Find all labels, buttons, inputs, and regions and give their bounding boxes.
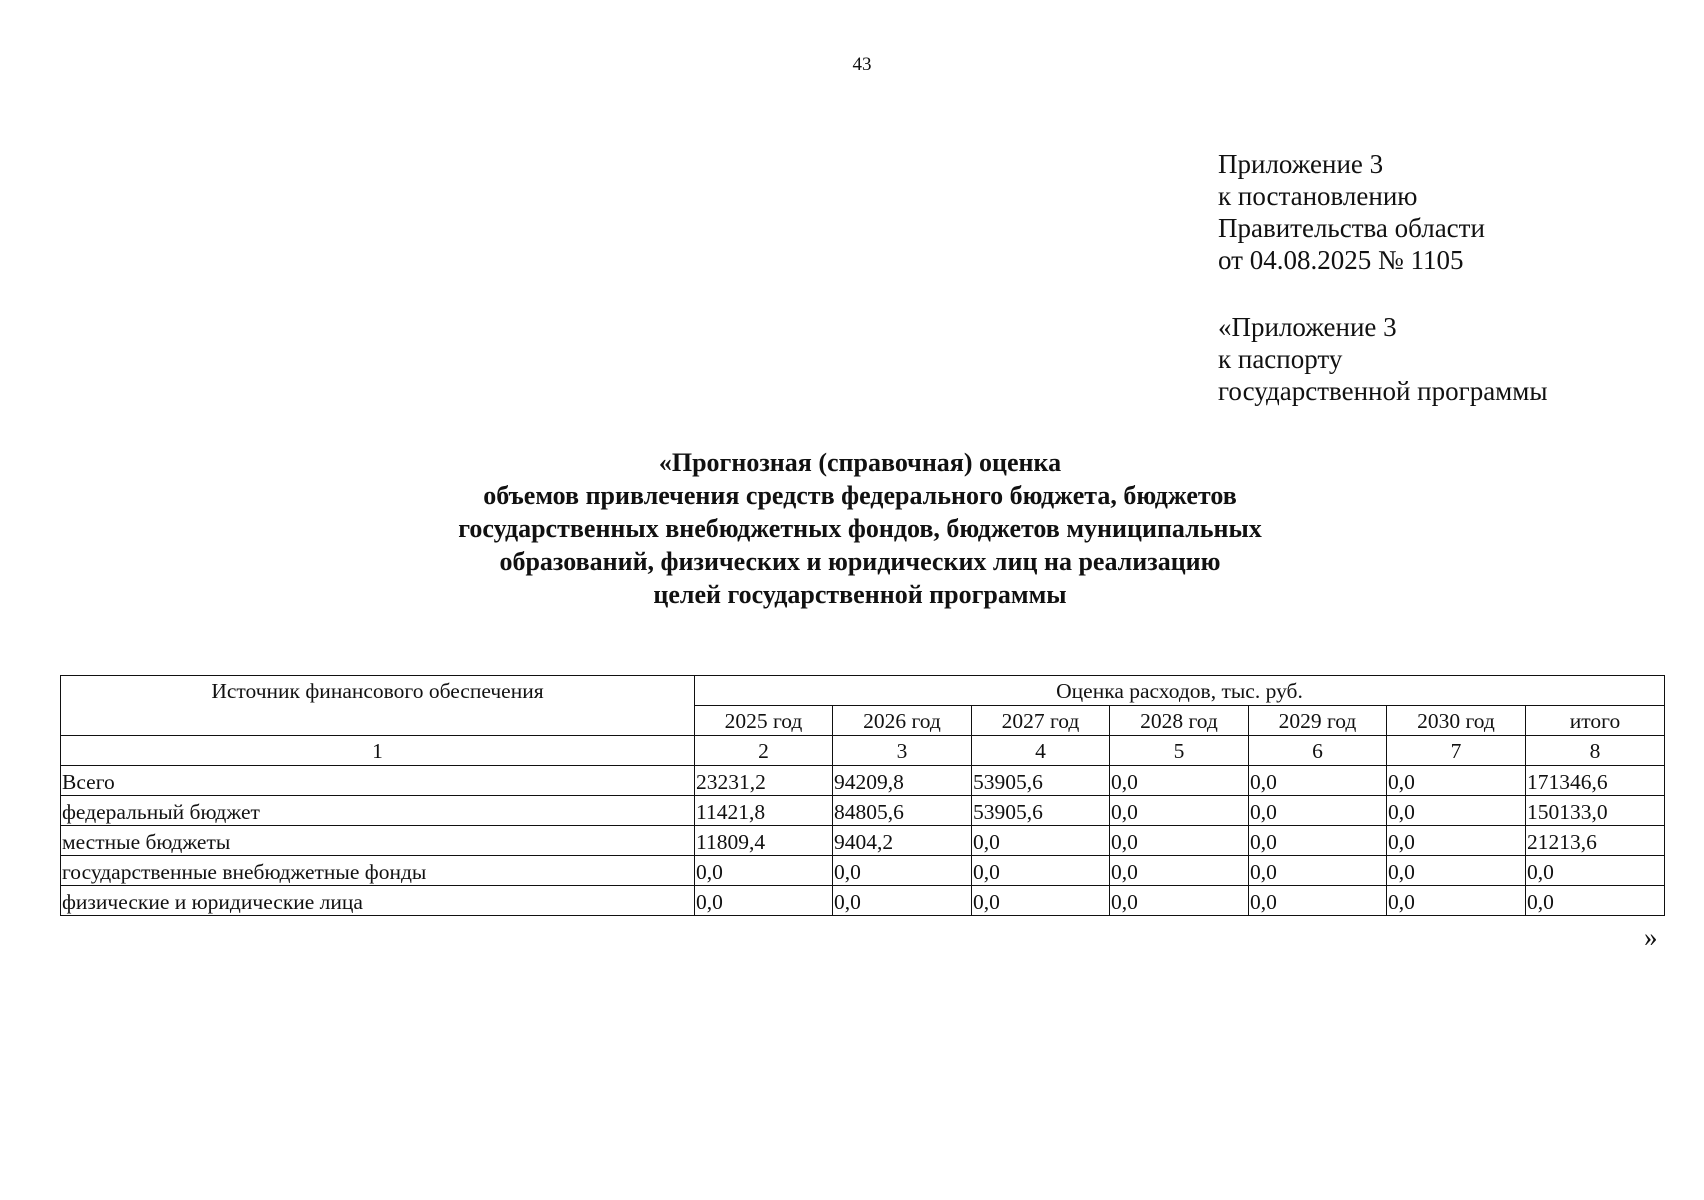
cell-value: 0,0 [972, 826, 1110, 856]
appendix-inner-line: государственной программы [1218, 376, 1548, 406]
cell-value: 84805,6 [833, 796, 972, 826]
column-number: 1 [61, 736, 695, 766]
cell-total: 0,0 [1526, 886, 1665, 916]
cell-value: 0,0 [1249, 826, 1387, 856]
appendix-line: Правительства области [1218, 213, 1485, 243]
column-number: 6 [1249, 736, 1387, 766]
year-header: 2029 год [1249, 706, 1387, 736]
year-header: 2028 год [1110, 706, 1249, 736]
estimate-column-header: Оценка расходов, тыс. руб. [695, 676, 1665, 706]
cell-value: 53905,6 [972, 766, 1110, 796]
column-number: 8 [1526, 736, 1665, 766]
cell-value: 0,0 [695, 856, 833, 886]
total-header: итого [1526, 706, 1665, 736]
cell-value: 0,0 [1110, 766, 1249, 796]
table-row [61, 826, 1665, 856]
cell-value: 0,0 [1249, 796, 1387, 826]
cell-value: 0,0 [972, 886, 1110, 916]
column-number: 3 [833, 736, 972, 766]
title-line: образований, физических и юридических лиц на реализацию [499, 547, 1221, 576]
title-line: объемов привлечения средств федерального бюджета, бюджетов [483, 481, 1237, 510]
table-row [61, 886, 1665, 916]
cell-value: 0,0 [1387, 856, 1526, 886]
row-source: государственные внебюджетные фонды [61, 856, 695, 886]
cell-value: 11809,4 [695, 826, 833, 856]
cell-value: 94209,8 [833, 766, 972, 796]
cell-value: 53905,6 [972, 796, 1110, 826]
column-number: 4 [972, 736, 1110, 766]
appendix-block [1218, 148, 1485, 276]
cell-value: 0,0 [1110, 826, 1249, 856]
appendix-line: к постановлению [1218, 181, 1418, 211]
cell-value: 0,0 [1249, 766, 1387, 796]
appendix-inner-line: к паспорту [1218, 344, 1343, 374]
cell-value: 0,0 [1387, 886, 1526, 916]
row-source: физические и юридические лица [61, 886, 695, 916]
cell-value: 0,0 [972, 856, 1110, 886]
cell-value: 11421,8 [695, 796, 833, 826]
column-number: 5 [1110, 736, 1249, 766]
closing-quote: » [1644, 922, 1658, 952]
cell-total: 150133,0 [1526, 796, 1665, 826]
cell-value: 0,0 [1249, 856, 1387, 886]
cell-total: 171346,6 [1526, 766, 1665, 796]
cell-total: 21213,6 [1526, 826, 1665, 856]
cell-value: 0,0 [1110, 796, 1249, 826]
year-header: 2026 год [833, 706, 972, 736]
column-number: 2 [695, 736, 833, 766]
title-line: «Прогнозная (справочная) оценка [658, 448, 1062, 477]
cell-value: 0,0 [1110, 886, 1249, 916]
title-line: целей государственной программы [653, 580, 1067, 609]
cell-value: 0,0 [1110, 856, 1249, 886]
row-source: Всего [61, 766, 695, 796]
cell-total: 0,0 [1526, 856, 1665, 886]
cell-value: 0,0 [1249, 886, 1387, 916]
cell-value: 0,0 [1387, 766, 1526, 796]
appendix-line: от 04.08.2025 № 1105 [1218, 245, 1464, 275]
table-row [61, 856, 1665, 886]
cell-value: 9404,2 [833, 826, 972, 856]
cell-value: 0,0 [1387, 796, 1526, 826]
appendix-line: Приложение 3 [1218, 149, 1384, 179]
funding-table [60, 675, 1665, 916]
cell-value: 23231,2 [695, 766, 833, 796]
source-column-header: Источник финансового обеспечения [61, 676, 695, 736]
cell-value: 0,0 [1387, 826, 1526, 856]
title-line: государственных внебюджетных фондов, бюджетов муниципальных [458, 514, 1262, 543]
cell-value: 0,0 [833, 886, 972, 916]
row-source: федеральный бюджет [61, 796, 695, 826]
row-source: местные бюджеты [61, 826, 695, 856]
year-header: 2025 год [695, 706, 833, 736]
column-number: 7 [1387, 736, 1526, 766]
page-number: 43 [852, 54, 872, 75]
appendix-inner-line: «Приложение 3 [1218, 312, 1397, 342]
table-row [61, 796, 1665, 826]
year-header: 2030 год [1387, 706, 1526, 736]
cell-value: 0,0 [695, 886, 833, 916]
table-row [61, 766, 1665, 796]
cell-value: 0,0 [833, 856, 972, 886]
document-title [360, 446, 1360, 611]
year-header: 2027 год [972, 706, 1110, 736]
appendix-inner-block [1218, 311, 1548, 407]
